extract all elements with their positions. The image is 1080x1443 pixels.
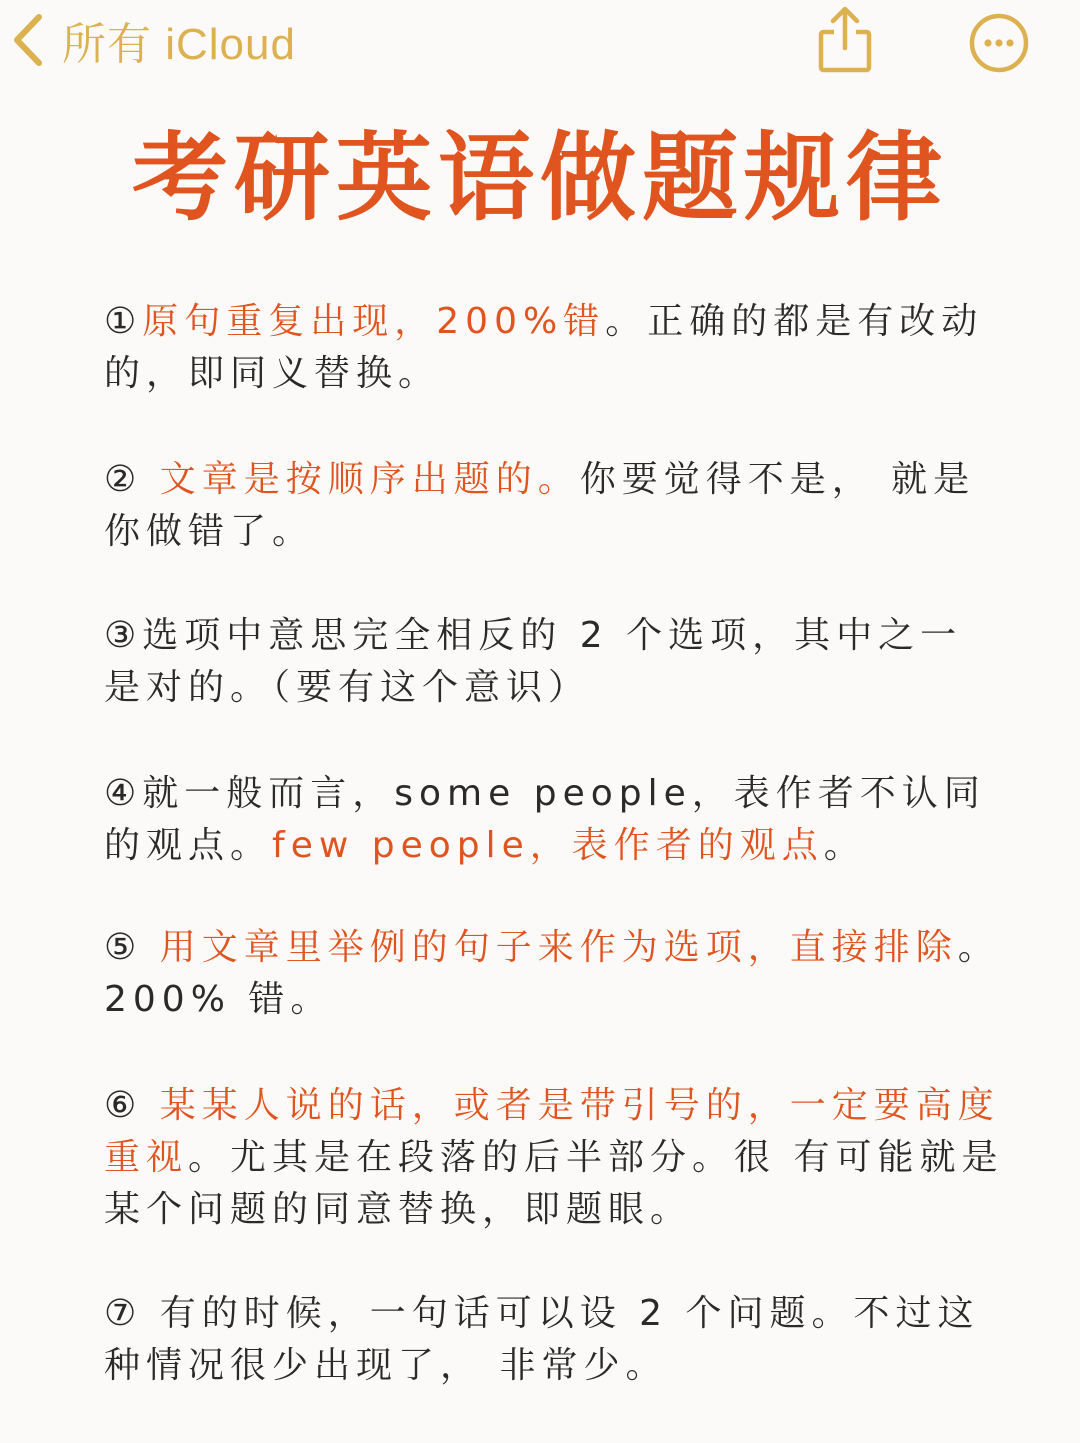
list-item-3 xyxy=(104,610,1004,714)
list-item-4 xyxy=(104,768,1004,872)
back-label: 所有 iCloud xyxy=(62,20,296,69)
body-text: 你要觉得不是， 就是你做错了。 xyxy=(104,459,976,552)
highlight-text: 原句重复出现，200%错 xyxy=(142,301,606,342)
item-number: ① xyxy=(104,301,143,342)
share-button[interactable] xyxy=(812,4,878,74)
highlight-text: 某某人说的话，或者是带引号的，一定要高度重视 xyxy=(104,1085,1000,1178)
body-text: 。 xyxy=(823,825,866,866)
body-text: 。正确的都是有改动的，即同义替换。 xyxy=(104,301,984,394)
item-number: ⑤ xyxy=(104,927,160,968)
highlight-text: 用文章里举例的句子来作为选项，直接排除 xyxy=(159,927,958,968)
body-text: 。尤其是在段落的后半部分。很 有可能就是某个问题的同意替换，即题眼。 xyxy=(104,1137,1004,1230)
chevron-left-icon xyxy=(10,12,44,68)
body-text: ⑦ 有的时候，一句话可以设 2 个问题。不过这种情况很少出现了， 非常少。 xyxy=(104,1293,980,1386)
list-item-6 xyxy=(104,1080,1004,1236)
body-text: ③选项中意思完全相反的 2 个选项，其中之一是对的。（要有这个意识） xyxy=(104,615,963,708)
list-item-2 xyxy=(104,454,1004,558)
body-text: ④就一般而言，some people，表作者不认同的观点。 xyxy=(104,773,986,866)
body-text: 。200% 错。 xyxy=(104,927,1000,1020)
more-icon xyxy=(968,59,1030,78)
navigation-bar xyxy=(0,0,1080,90)
more-options-button[interactable] xyxy=(968,12,1030,74)
list-item-1 xyxy=(104,296,1004,400)
item-number: ⑥ xyxy=(104,1085,160,1126)
back-button[interactable] xyxy=(10,8,296,72)
page-title: 考研英语做题规律 xyxy=(132,122,948,234)
share-icon xyxy=(812,59,878,78)
highlight-text: 文章是按顺序出题的。 xyxy=(159,459,580,500)
list-item-7 xyxy=(104,1288,1004,1392)
highlight-text: few people，表作者的观点 xyxy=(272,825,824,866)
item-number: ② xyxy=(104,459,160,500)
list-item-5 xyxy=(104,922,1004,1026)
